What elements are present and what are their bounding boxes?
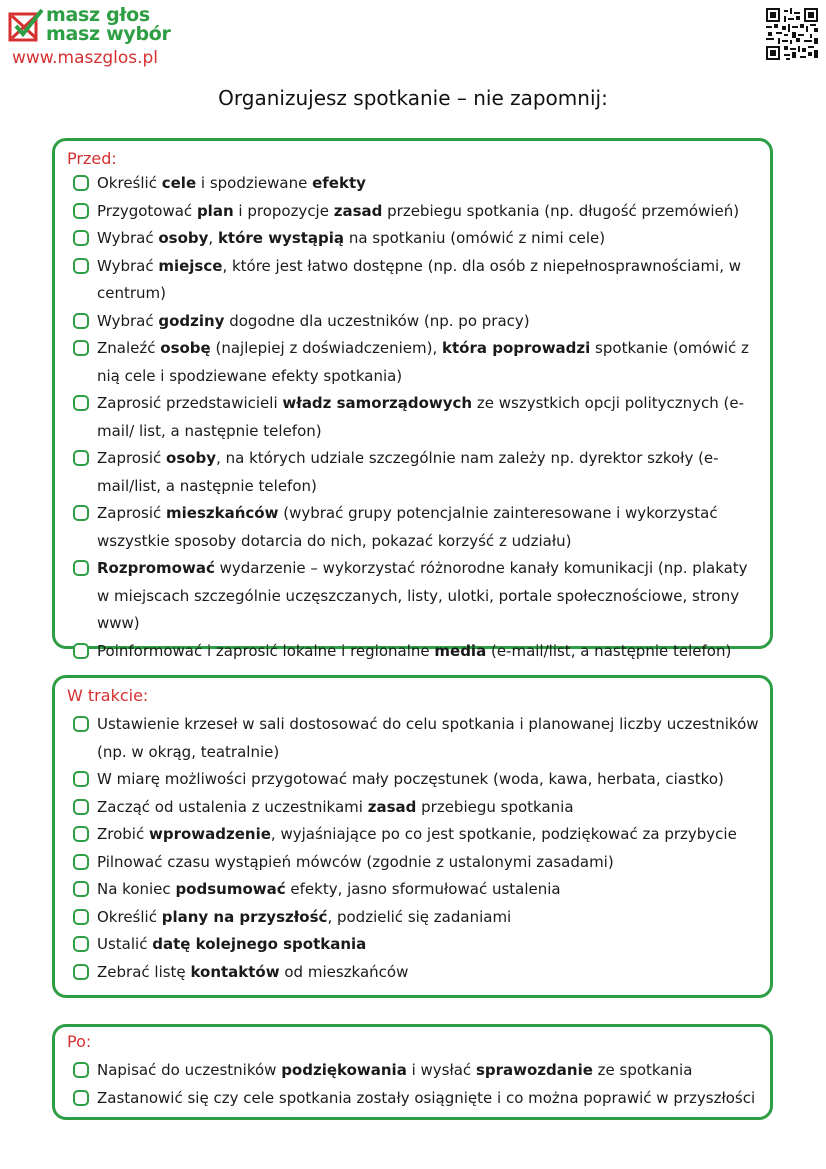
section-label-after: Po: bbox=[67, 1032, 92, 1051]
checkbox[interactable] bbox=[73, 175, 89, 191]
checkbox[interactable] bbox=[73, 909, 89, 925]
section-before bbox=[52, 138, 773, 660]
item-text: , bbox=[208, 229, 218, 247]
item-text: Zaprosić przedstawicieli bbox=[97, 394, 283, 412]
checkbox[interactable] bbox=[73, 643, 89, 659]
checklist-item bbox=[73, 390, 760, 445]
item-text: Ustawienie krzeseł w sali dostosować do celu spotkania i planowanej liczby uczestników (np. w okrąg, teatralnie) bbox=[97, 715, 759, 761]
item-text: Zacząć od ustalenia z uczestnikami bbox=[97, 797, 368, 816]
item-text-bold: które wystąpią bbox=[217, 229, 345, 247]
item-text-bold: plany na przyszłość bbox=[161, 907, 328, 926]
checklist-item bbox=[73, 225, 760, 253]
checklist-item bbox=[73, 335, 760, 390]
item-text: Zaprosić bbox=[97, 504, 167, 522]
checklist-item bbox=[73, 931, 760, 959]
checklist-item bbox=[73, 794, 760, 822]
item-text-bold: datę kolejnego spotkania bbox=[152, 935, 367, 953]
item-text: , wyjaśniające po co jest spotkanie, podziękować za przybycie bbox=[270, 825, 737, 843]
item-text-bold: efekty bbox=[312, 174, 366, 192]
item-text-bold: godziny bbox=[158, 311, 225, 330]
checkbox[interactable] bbox=[73, 395, 89, 411]
item-text: Wybrać bbox=[97, 311, 159, 330]
item-text: (e-mail/list, a następnie telefon) bbox=[486, 641, 732, 660]
checkbox[interactable] bbox=[73, 313, 89, 329]
item-text: Zaprosić bbox=[97, 449, 167, 467]
item-text: , podzielić się zadaniami bbox=[327, 907, 512, 926]
checklist-item bbox=[73, 1057, 760, 1085]
x-checkmark-logo-icon bbox=[8, 8, 44, 42]
item-text-bold: kontaktów bbox=[190, 962, 280, 981]
checklist-item bbox=[73, 766, 760, 794]
section-after bbox=[52, 1024, 773, 1120]
item-text: , na których udziale szczególnie nam zależy np. dyrektor szkoły (e-mail/list, a następnie telefon) bbox=[97, 449, 719, 495]
checklist-item bbox=[73, 821, 760, 849]
item-text: (najlepiej z doświadczeniem), bbox=[210, 339, 443, 357]
logo-text bbox=[46, 6, 171, 44]
item-text: Pilnować czasu wystąpień mówców (zgodnie z ustalonymi zasadami) bbox=[97, 852, 614, 871]
item-text-bold: plan bbox=[196, 201, 234, 220]
checkbox[interactable] bbox=[73, 230, 89, 246]
checkbox[interactable] bbox=[73, 340, 89, 356]
checkbox[interactable] bbox=[73, 854, 89, 870]
checklist-item bbox=[73, 170, 760, 198]
item-text: W miarę możliwości przygotować mały poczęstunek (woda, kawa, herbata, ciastko) bbox=[97, 770, 724, 788]
item-text: spotkanie (omówić z nią cele i spodziewane efekty spotkania) bbox=[97, 339, 749, 385]
item-text: Przygotować bbox=[97, 201, 197, 220]
section-label-before: Przed: bbox=[67, 149, 117, 168]
item-text: Określić bbox=[97, 174, 162, 192]
item-text: Wybrać bbox=[97, 256, 159, 275]
item-text: Na koniec bbox=[97, 880, 176, 898]
item-text: ze spotkania bbox=[592, 1061, 693, 1079]
item-text-bold: która poprowadzi bbox=[442, 339, 591, 357]
checkbox[interactable] bbox=[73, 826, 89, 842]
website-url[interactable]: www.maszglos.pl bbox=[12, 48, 159, 68]
item-text-bold: sprawozdanie bbox=[475, 1061, 593, 1079]
checklist-item bbox=[73, 555, 760, 638]
checklist-item bbox=[73, 308, 760, 336]
item-text-bold: podsumować bbox=[175, 880, 286, 898]
item-text: na spotkaniu (omówić z nimi cele) bbox=[344, 229, 606, 247]
item-text: Napisać do uczestników bbox=[97, 1061, 282, 1079]
item-text: i propozycje bbox=[233, 201, 334, 220]
checklist-item bbox=[73, 876, 760, 904]
item-text: Zebrać listę bbox=[97, 962, 191, 981]
checkbox[interactable] bbox=[73, 560, 89, 576]
item-text: przebiegu spotkania bbox=[416, 797, 574, 816]
item-text: i wysłać bbox=[406, 1061, 476, 1079]
checkbox[interactable] bbox=[73, 881, 89, 897]
item-text: ze wszystkich opcji politycznych (e-mail/ list, a następnie telefon) bbox=[97, 394, 745, 440]
checkbox[interactable] bbox=[73, 1090, 89, 1106]
item-text: efekty, jasno sformułować ustalenia bbox=[285, 880, 561, 898]
checkbox[interactable] bbox=[73, 716, 89, 732]
item-text-bold: zasad bbox=[367, 797, 417, 816]
item-text: Ustalić bbox=[97, 935, 153, 953]
item-text: wydarzenie – wykorzystać różnorodne kanały komunikacji (np. plakaty w miejscach szczególnie uczęszczanych, listy, ulotki, portale społecznościowe, strony www) bbox=[97, 559, 748, 632]
item-text-bold: osoby bbox=[166, 449, 217, 467]
checklist-item bbox=[73, 904, 760, 932]
logo-line-1: masz głos bbox=[46, 4, 150, 26]
item-text: dogodne dla uczestników (np. po pracy) bbox=[224, 311, 530, 330]
item-text-bold: osobę bbox=[160, 339, 211, 357]
checkbox[interactable] bbox=[73, 964, 89, 980]
item-text-bold: mieszkańców bbox=[166, 504, 279, 522]
item-text-bold: osoby bbox=[158, 229, 209, 247]
checkbox[interactable] bbox=[73, 799, 89, 815]
section-label-during: W trakcie: bbox=[67, 686, 149, 705]
item-text-bold: media bbox=[434, 641, 487, 660]
item-text: Poinformować i zaprosić lokalne i regionalne bbox=[97, 641, 435, 660]
item-text: i spodziewane bbox=[196, 174, 313, 192]
item-text: Zrobić bbox=[97, 825, 149, 843]
item-text: Określić bbox=[97, 907, 162, 926]
checkbox[interactable] bbox=[73, 203, 89, 219]
checkbox[interactable] bbox=[73, 1062, 89, 1078]
checklist-item bbox=[73, 445, 760, 500]
item-text-bold: cele bbox=[161, 174, 197, 192]
item-text-bold: władz samorządowych bbox=[282, 394, 473, 412]
item-text: Zastanowić się czy cele spotkania zostały osiągnięte i co można poprawić w przyszłości bbox=[97, 1088, 756, 1107]
checkbox[interactable] bbox=[73, 771, 89, 787]
checklist-item bbox=[73, 638, 760, 666]
item-text: , które jest łatwo dostępne (np. dla osób z niepełnosprawnościami, w centrum) bbox=[97, 256, 742, 302]
item-text-bold: wprowadzenie bbox=[149, 825, 271, 843]
item-text: (wybrać grupy potencjalnie zainteresowane i wykorzystać wszystkie sposoby dotarcia do nich, pokazać korzyść z udziału) bbox=[97, 504, 718, 550]
checkbox[interactable] bbox=[73, 505, 89, 521]
item-text: przebiegu spotkania (np. długość przemówień) bbox=[382, 201, 740, 220]
item-text: Znaleźć bbox=[97, 339, 161, 357]
logo-line-2: masz wybór bbox=[46, 23, 171, 45]
section-during bbox=[52, 675, 773, 998]
checkbox[interactable] bbox=[73, 258, 89, 274]
checklist-item bbox=[73, 1085, 760, 1113]
item-text: Wybrać bbox=[97, 229, 159, 247]
checklist-before bbox=[73, 170, 760, 665]
logo bbox=[8, 6, 178, 68]
page-title: Organizujesz spotkanie – nie zapomnij: bbox=[218, 86, 608, 110]
checklist-item bbox=[73, 198, 760, 226]
checklist-item bbox=[73, 500, 760, 555]
checklist-after bbox=[73, 1057, 760, 1112]
item-text-bold: miejsce bbox=[158, 256, 223, 275]
checkbox[interactable] bbox=[73, 936, 89, 952]
item-text-bold: podziękowania bbox=[281, 1061, 407, 1079]
item-text-bold: zasad bbox=[333, 201, 383, 220]
checklist-item bbox=[73, 253, 760, 308]
checklist-item bbox=[73, 959, 760, 987]
checklist-item bbox=[73, 849, 760, 877]
checklist-during bbox=[73, 711, 760, 986]
item-text-bold: Rozpromować bbox=[97, 559, 215, 577]
item-text: od mieszkańców bbox=[279, 962, 409, 981]
checklist-item bbox=[73, 711, 760, 766]
qr-code-icon bbox=[766, 8, 818, 60]
checkbox[interactable] bbox=[73, 450, 89, 466]
